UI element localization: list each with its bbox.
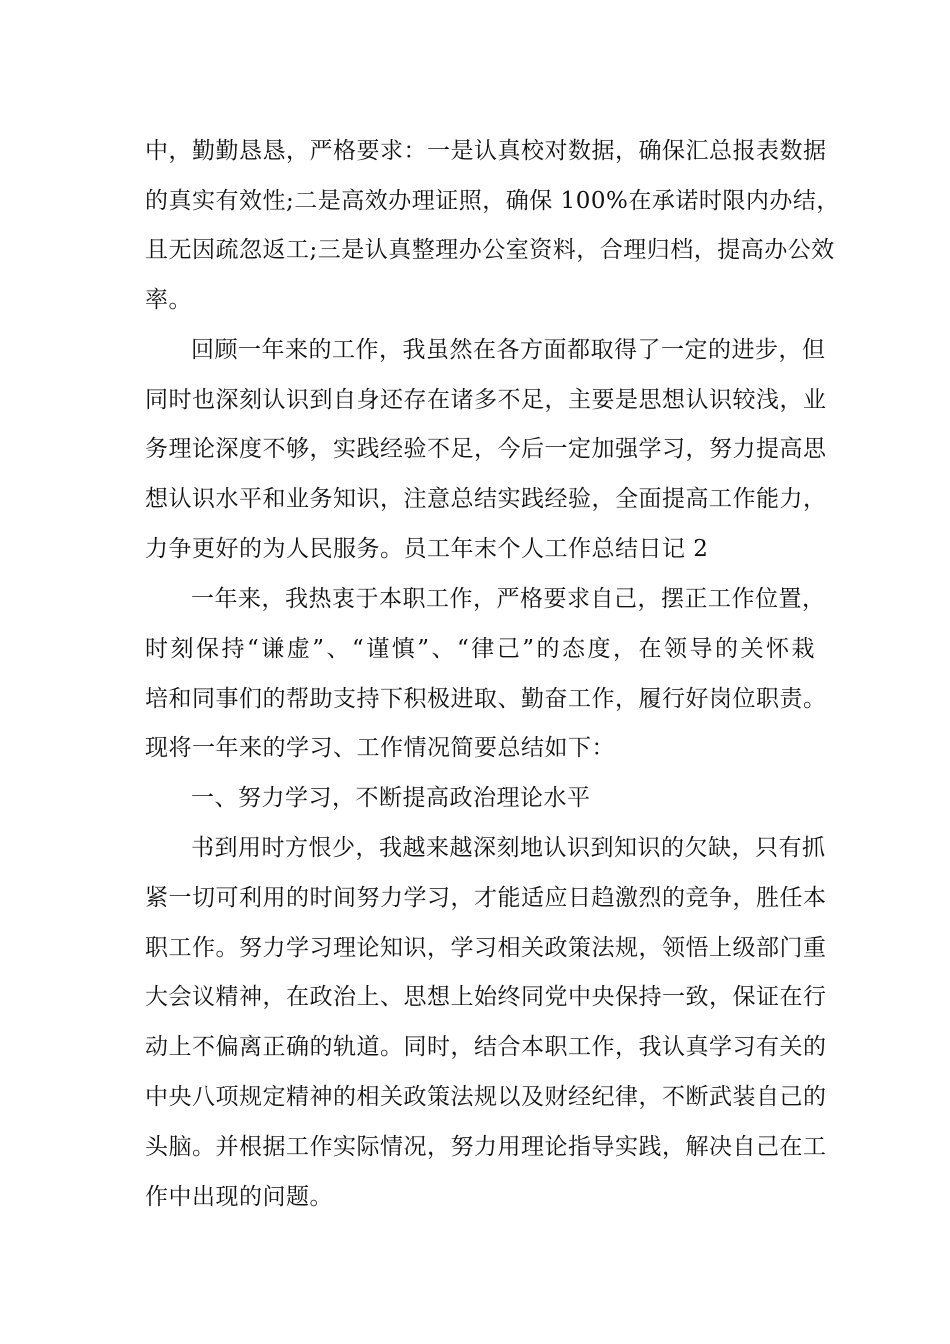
text-line: 动上不偏离正确的轨道。同时，结合本职工作，我认真学习有关的 [145,1034,827,1060]
text-line: 且无因疏忽返工;三是认真整理办公室资料，合理归档，提高办公效 [145,237,835,263]
text-line: 紧一切可利用的时间努力学习，才能适应日趋激烈的竞争，胜任本 [145,885,827,911]
text-line: 中央八项规定精神的相关政策法规以及财经纪律，不断武装自己的 [145,1084,827,1110]
paragraph-first-line: 一年来，我热衷于本职工作，严格要求自己，摆正工作位置， [191,586,826,612]
text-line: 培和同事们的帮助支持下积极进取、勤奋工作，履行好岗位职责。 [145,686,827,712]
section-heading: 一、努力学习，不断提高政治理论水平 [191,785,591,811]
text-line: 时刻保持“谦虚”、“谨慎”、“律己”的态度，在领导的关怀栽 [145,636,815,662]
text-line: 的真实有效性;二是高效办理证照，确保 100%在承诺时限内办结， [145,188,840,214]
text-line: 大会议精神，在政治上、思想上始终同党中央保持一致，保证在行 [145,984,827,1010]
text-line: 务理论深度不够，实践经验不足，今后一定加强学习，努力提高思 [145,436,827,462]
text-line: 同时也深刻认识到自身还存在诸多不足，主要是思想认识较浅，业 [145,387,827,413]
paragraph-first-line: 回顾一年来的工作，我虽然在各方面都取得了一定的进步，但 [191,337,826,363]
text-line: 现将一年来的学习、工作情况简要总结如下： [145,735,615,761]
text-line: 率。 [145,287,192,313]
paragraph-first-line: 书到用时方恨少，我越来越深刻地认识到知识的欠缺，只有抓 [191,835,826,861]
text-line: 头脑。并根据工作实际情况，努力用理论指导实践，解决自己在工 [145,1134,827,1160]
text-line: 力争更好的为人民服务。员工年末个人工作总结日记 2 [145,536,709,562]
text-line: 想认识水平和业务知识，注意总结实践经验，全面提高工作能力， [145,486,827,512]
text-line: 职工作。努力学习理论知识，学习相关政策法规，领悟上级部门重 [145,935,827,961]
text-line: 作中出现的问题。 [145,1184,333,1210]
text-line: 中，勤勤恳恳，严格要求：一是认真校对数据，确保汇总报表数据 [145,138,827,164]
